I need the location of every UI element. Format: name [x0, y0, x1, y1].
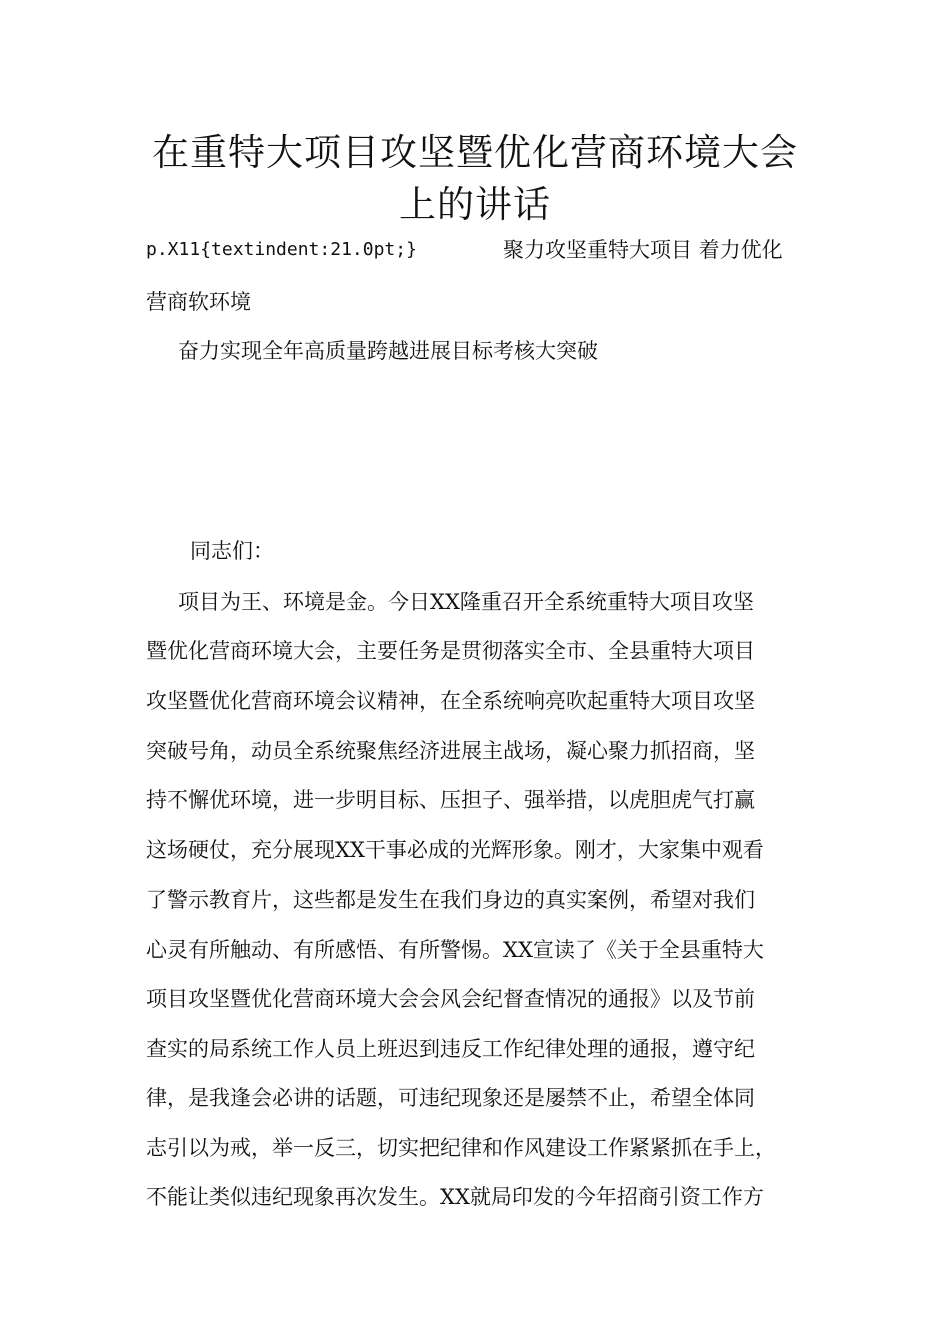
subtitle-1: 聚力攻坚重特大项目 着力优化	[503, 238, 783, 262]
subtitle-1-continued: 营商软环境	[146, 290, 251, 314]
salutation: 同志们：	[190, 539, 274, 563]
body-line: 不能让类似违纪现象再次发生。XX就局印发的今年招商引资工作方	[146, 1185, 764, 1209]
body-line: 攻坚暨优化营商环境会议精神，在全系统响亮吹起重特大项目攻坚	[146, 689, 755, 713]
body-line: 律，是我逢会必讲的话题，可违纪现象还是屡禁不止，希望全体同	[146, 1086, 755, 1110]
body-line: 查实的局系统工作人员上班迟到违反工作纪律处理的通报，遵守纪	[146, 1037, 755, 1061]
body-line: 项目攻坚暨优化营商环境大会会风会纪督查情况的通报》以及节前	[146, 987, 755, 1011]
document-title-line-2: 上的讲话	[399, 183, 551, 226]
body-line: 暨优化营商环境大会，主要任务是贯彻落实全市、全县重特大项目	[146, 639, 755, 663]
body-line: 志引以为戒，举一反三，切实把纪律和作风建设工作紧紧抓在手上，	[146, 1136, 776, 1160]
body-line: 持不懈优环境，进一步明目标、压担子、强举措，以虎胆虎气打赢	[146, 788, 755, 812]
body-line: 项目为王、环境是金。今日XX隆重召开全系统重特大项目攻坚	[178, 590, 754, 614]
subtitle-2: 奋力实现全年高质量跨越进展目标考核大突破	[178, 339, 598, 363]
body-line: 突破号角，动员全系统聚焦经济进展主战场，凝心聚力抓招商，坚	[146, 739, 755, 763]
document-title-line-1: 在重特大项目攻坚暨优化营商环境大会	[152, 131, 798, 174]
body-line: 心灵有所触动、有所感悟、有所警惕。XX宣读了《关于全县重特大	[146, 938, 764, 962]
css-artifact-text: p.X11{textindent:21.0pt;}	[146, 239, 417, 260]
body-line: 这场硬仗，充分展现XX干事必成的光辉形象。刚才，大家集中观看	[146, 838, 764, 862]
body-line: 了警示教育片，这些都是发生在我们身边的真实案例，希望对我们	[146, 888, 755, 912]
